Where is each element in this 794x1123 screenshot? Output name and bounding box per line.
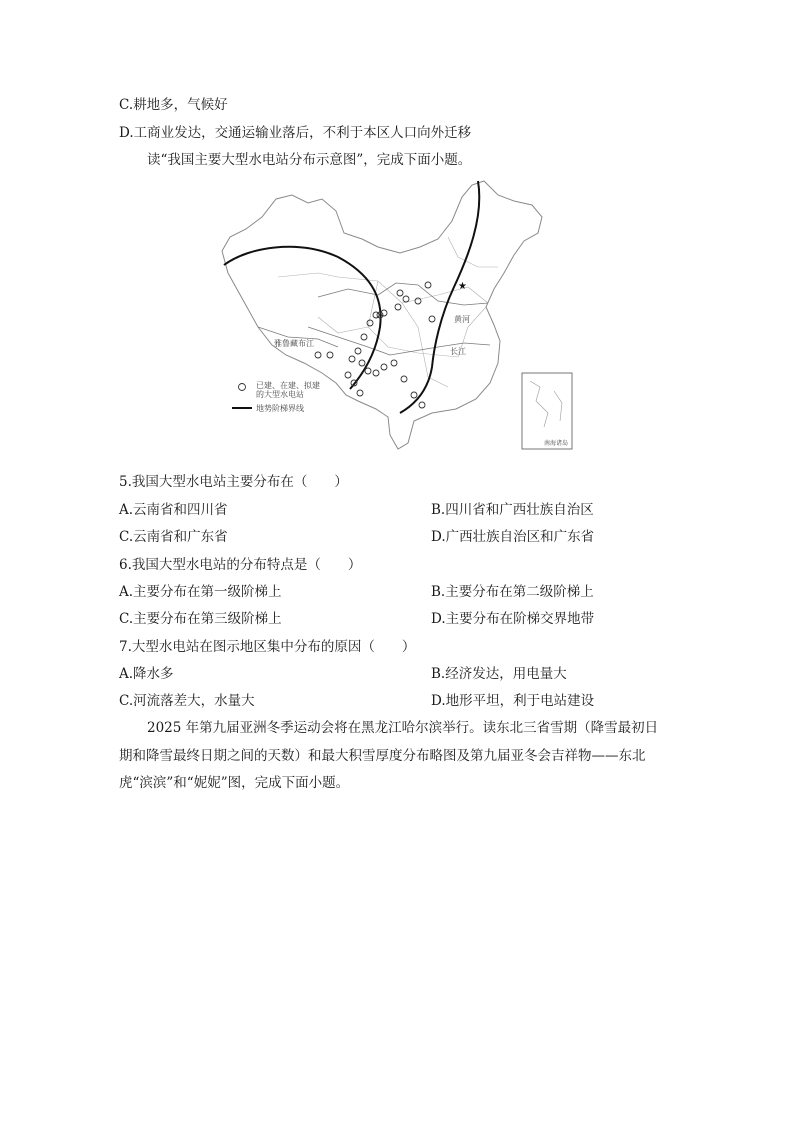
station-icon bbox=[415, 298, 421, 304]
question-5-option-a[interactable]: A.云南省和四川省 bbox=[119, 502, 228, 518]
question-7-option-d[interactable]: D.地形平坦，利于电站建设 bbox=[431, 693, 595, 709]
station-icon bbox=[429, 316, 435, 322]
hydropower-map bbox=[218, 177, 576, 453]
intro-map-question: 读“我国主要大型水电站分布示意图”，完成下面小题。 bbox=[147, 152, 472, 168]
legend-station-icon bbox=[239, 384, 246, 391]
station-icon bbox=[411, 392, 417, 398]
question-6-option-d[interactable]: D.主要分布在阶梯交界地带 bbox=[431, 611, 595, 627]
capital-star-icon: ★ bbox=[458, 281, 467, 292]
yellow-river-label: 黄河 bbox=[454, 315, 470, 324]
question-5-option-b[interactable]: B.四川省和广西壮族自治区 bbox=[431, 502, 594, 518]
station-icon bbox=[403, 296, 409, 302]
question-5-stem: 5.我国大型水电站主要分布在（ ） bbox=[119, 474, 348, 490]
question-7-option-c[interactable]: C.河流落差大，水量大 bbox=[119, 693, 255, 709]
option-d-previous: D.工商业发达，交通运输业落后，不利于本区人口向外迁移 bbox=[119, 125, 472, 141]
station-icon bbox=[401, 376, 407, 382]
inset-label: 南海诸岛 bbox=[544, 440, 569, 447]
station-icon bbox=[359, 360, 365, 366]
station-icon bbox=[425, 282, 431, 288]
station-icon bbox=[367, 320, 373, 326]
station-icon bbox=[381, 364, 387, 370]
station-icon bbox=[355, 348, 361, 354]
station-icon bbox=[327, 352, 333, 358]
legend-station-text: 已建、在建、拟建 的大型水电站 bbox=[256, 381, 320, 399]
option-c-previous: C.耕地多，气候好 bbox=[119, 97, 228, 113]
question-6-option-b[interactable]: B.主要分布在第二级阶梯上 bbox=[431, 584, 594, 600]
question-5-option-c[interactable]: C.云南省和广东省 bbox=[119, 529, 228, 545]
question-6-option-c[interactable]: C.主要分布在第三级阶梯上 bbox=[119, 611, 282, 627]
intro2-line-3: 虎“滨滨”和“妮妮”图，完成下面小题。 bbox=[119, 775, 350, 791]
question-7-stem: 7.大型水电站在图示地区集中分布的原因（ ） bbox=[119, 639, 416, 655]
station-icon bbox=[373, 370, 379, 376]
yarlung-river-label: 雅鲁藏布江 bbox=[274, 339, 314, 348]
legend-boundary-text: 地势阶梯界线 bbox=[256, 404, 304, 413]
station-icon bbox=[345, 372, 351, 378]
question-6-stem: 6.我国大型水电站的分布特点是（ ） bbox=[119, 557, 362, 573]
yangtze-river-label: 长江 bbox=[450, 347, 466, 356]
question-6-option-a[interactable]: A.主要分布在第一级阶梯上 bbox=[119, 584, 282, 600]
intro2-line-1: 2025 年第九届亚洲冬季运动会将在黑龙江哈尔滨举行。读东北三省雪期（降雪最初日 bbox=[147, 720, 659, 736]
station-icon bbox=[315, 352, 321, 358]
station-icon bbox=[365, 368, 371, 374]
question-5-option-d[interactable]: D.广西壮族自治区和广东省 bbox=[431, 529, 595, 545]
station-icon bbox=[395, 304, 401, 310]
station-icon bbox=[397, 290, 403, 296]
intro2-line-2: 期和降雪最终日期之间的天数）和最大积雪厚度分布略图及第九届亚冬会吉祥物——东北 bbox=[119, 748, 646, 764]
question-7-option-b[interactable]: B.经济发达，用电量大 bbox=[431, 666, 567, 682]
step-boundary-1 bbox=[224, 247, 381, 389]
station-icon bbox=[349, 356, 355, 362]
station-icon bbox=[391, 360, 397, 366]
south-sea-inset bbox=[522, 373, 572, 449]
station-icon bbox=[357, 390, 363, 396]
station-icon bbox=[361, 334, 367, 340]
step-boundary-2 bbox=[400, 181, 479, 413]
station-icon bbox=[419, 402, 425, 408]
question-7-option-a[interactable]: A.降水多 bbox=[119, 666, 174, 682]
